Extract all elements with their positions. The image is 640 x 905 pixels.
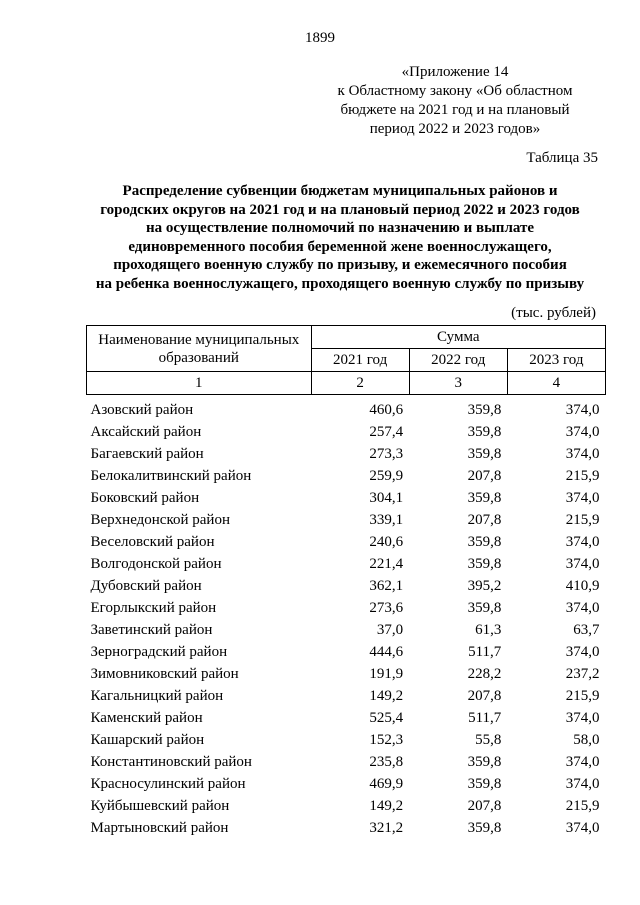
table-row xyxy=(87,575,606,597)
amount-2023: 374,0 xyxy=(565,490,600,506)
amount-2023: 374,0 xyxy=(565,556,600,572)
table-body xyxy=(87,395,606,840)
municipality-name: Зерноградский район xyxy=(90,644,228,660)
municipality-name: Константиновский район xyxy=(90,754,252,770)
amount-2023: 374,0 xyxy=(565,820,600,836)
table-row xyxy=(87,685,606,707)
amount-2022: 207,8 xyxy=(467,688,502,704)
header-year-2022: 2022 год xyxy=(409,349,507,372)
table-row xyxy=(87,773,606,795)
municipality-name: Куйбышевский район xyxy=(90,798,230,814)
amount-2022: 359,8 xyxy=(467,402,502,418)
units-label: (тыс. рублей) xyxy=(511,305,596,321)
amount-2023: 374,0 xyxy=(565,600,600,616)
amount-2023: 215,9 xyxy=(565,688,600,704)
subvention-table xyxy=(86,325,606,839)
title-line: единовременного пособия беременной жене военнослужащего, xyxy=(128,238,552,255)
amount-2021: 339,1 xyxy=(369,512,404,528)
municipality-name: Мартыновский район xyxy=(90,820,229,836)
amount-2023: 374,0 xyxy=(565,754,600,770)
table-row xyxy=(87,597,606,619)
title-line: проходящего военную службу по призыву, и ежемесячного пособия xyxy=(113,257,567,273)
municipality-name: Егорлыкский район xyxy=(90,600,217,616)
amount-2021: 525,4 xyxy=(369,710,404,726)
amount-2021: 221,4 xyxy=(369,556,404,572)
title-line: на осуществление полномочий по назначению и выплате xyxy=(145,220,534,236)
amount-2021: 273,3 xyxy=(369,446,404,462)
amount-2022: 228,2 xyxy=(467,666,502,682)
table-row xyxy=(87,421,606,443)
amount-2023: 374,0 xyxy=(565,710,600,726)
amount-2021: 240,6 xyxy=(369,534,404,550)
document-title xyxy=(80,182,600,293)
amount-2022: 359,8 xyxy=(467,776,502,792)
municipality-name: Волгодонской район xyxy=(90,556,222,572)
amount-2022: 359,8 xyxy=(467,600,502,616)
appendix-line: период 2022 и 2023 годов» xyxy=(369,121,541,137)
table-row xyxy=(87,751,606,773)
appendix-line: бюджете на 2021 год и на плановый xyxy=(340,102,570,118)
amount-2023: 215,9 xyxy=(565,798,600,814)
amount-2022: 359,8 xyxy=(467,534,502,550)
amount-2022: 207,8 xyxy=(467,798,502,814)
table-row xyxy=(87,443,606,465)
amount-2023: 215,9 xyxy=(565,468,600,484)
header-year-2023: 2023 год xyxy=(507,349,605,372)
amount-2023: 374,0 xyxy=(565,424,600,440)
table-row xyxy=(87,509,606,531)
table-row xyxy=(87,729,606,751)
municipality-name: Багаевский район xyxy=(90,446,204,462)
amount-2021: 444,6 xyxy=(369,644,404,660)
amount-2021: 149,2 xyxy=(369,688,404,704)
amount-2021: 191,9 xyxy=(369,666,404,682)
table-row xyxy=(87,707,606,729)
page-number: 1899 xyxy=(305,30,335,46)
title-line: городских округов на 2021 год и на плановый период 2022 и 2023 годов xyxy=(100,201,580,218)
amount-2022: 207,8 xyxy=(467,468,502,484)
column-number: 4 xyxy=(507,372,605,395)
municipality-name: Кашарский район xyxy=(90,732,205,748)
municipality-name: Азовский район xyxy=(90,402,194,418)
column-number: 3 xyxy=(409,372,507,395)
table-row xyxy=(87,663,606,685)
amount-2023: 374,0 xyxy=(565,402,600,418)
amount-2023: 374,0 xyxy=(565,446,600,462)
appendix-line: к Областному закону «Об областном xyxy=(337,83,573,99)
amount-2022: 359,8 xyxy=(467,490,502,506)
amount-2023: 58,0 xyxy=(573,732,600,748)
header-year-2021: 2021 год xyxy=(311,349,409,372)
amount-2022: 359,8 xyxy=(467,424,502,440)
amount-2022: 359,8 xyxy=(467,556,502,572)
header-sum: Сумма xyxy=(311,326,605,349)
appendix-line: «Приложение 14 xyxy=(401,64,509,80)
municipality-name: Каменский район xyxy=(90,710,203,726)
amount-2022: 61,3 xyxy=(475,622,502,638)
header-name: Наименование муниципальных образований xyxy=(87,326,312,372)
amount-2023: 63,7 xyxy=(573,622,600,638)
amount-2022: 359,8 xyxy=(467,446,502,462)
amount-2022: 359,8 xyxy=(467,754,502,770)
amount-2022: 359,8 xyxy=(467,820,502,836)
amount-2021: 304,1 xyxy=(369,490,404,506)
amount-2021: 273,6 xyxy=(369,600,404,616)
amount-2023: 374,0 xyxy=(565,534,600,550)
table-row xyxy=(87,531,606,553)
amount-2022: 395,2 xyxy=(467,578,502,594)
column-number: 1 xyxy=(87,372,312,395)
table-row xyxy=(87,465,606,487)
title-line: Распределение субвенции бюджетам муниципальных районов и xyxy=(122,183,558,199)
amount-2021: 149,2 xyxy=(369,798,404,814)
municipality-name: Белокалитвинский район xyxy=(90,468,252,484)
amount-2022: 55,8 xyxy=(475,732,502,748)
table-row xyxy=(87,399,606,421)
amount-2021: 362,1 xyxy=(369,578,404,594)
amount-2021: 469,9 xyxy=(369,776,404,792)
amount-2021: 259,9 xyxy=(369,468,404,484)
municipality-name: Аксайский район xyxy=(90,424,202,440)
table-row xyxy=(87,553,606,575)
amount-2023: 237,2 xyxy=(565,666,600,682)
amount-2021: 37,0 xyxy=(376,622,404,638)
amount-2023: 215,9 xyxy=(565,512,600,528)
amount-2022: 511,7 xyxy=(468,710,502,726)
table-row xyxy=(87,795,606,817)
amount-2023: 374,0 xyxy=(565,644,600,660)
amount-2021: 235,8 xyxy=(369,754,404,770)
table-row xyxy=(87,487,606,509)
table-row xyxy=(87,641,606,663)
municipality-name: Красносулинский район xyxy=(90,776,246,792)
amount-2023: 374,0 xyxy=(565,776,600,792)
amount-2023: 410,9 xyxy=(565,578,600,594)
municipality-name: Кагальницкий район xyxy=(90,688,224,704)
amount-2021: 460,6 xyxy=(369,402,404,418)
municipality-name: Веселовский район xyxy=(90,534,215,550)
title-line: на ребенка военнослужащего, проходящего военную службу по призыву xyxy=(95,275,585,292)
column-number: 2 xyxy=(311,372,409,395)
table-row xyxy=(87,619,606,641)
amount-2022: 207,8 xyxy=(467,512,502,528)
table-row xyxy=(87,817,606,839)
amount-2021: 257,4 xyxy=(369,424,404,440)
municipality-name: Верхнедонской район xyxy=(90,512,230,528)
amount-2022: 511,7 xyxy=(468,644,502,660)
appendix-reference xyxy=(300,63,610,139)
table-label: Таблица 35 xyxy=(526,150,598,166)
municipality-name: Зимовниковский район xyxy=(90,666,239,682)
municipality-name: Боковский район xyxy=(90,490,200,506)
amount-2021: 321,2 xyxy=(369,820,404,836)
amount-2021: 152,3 xyxy=(369,732,404,748)
municipality-name: Заветинский район xyxy=(90,622,213,638)
municipality-name: Дубовский район xyxy=(90,578,202,594)
